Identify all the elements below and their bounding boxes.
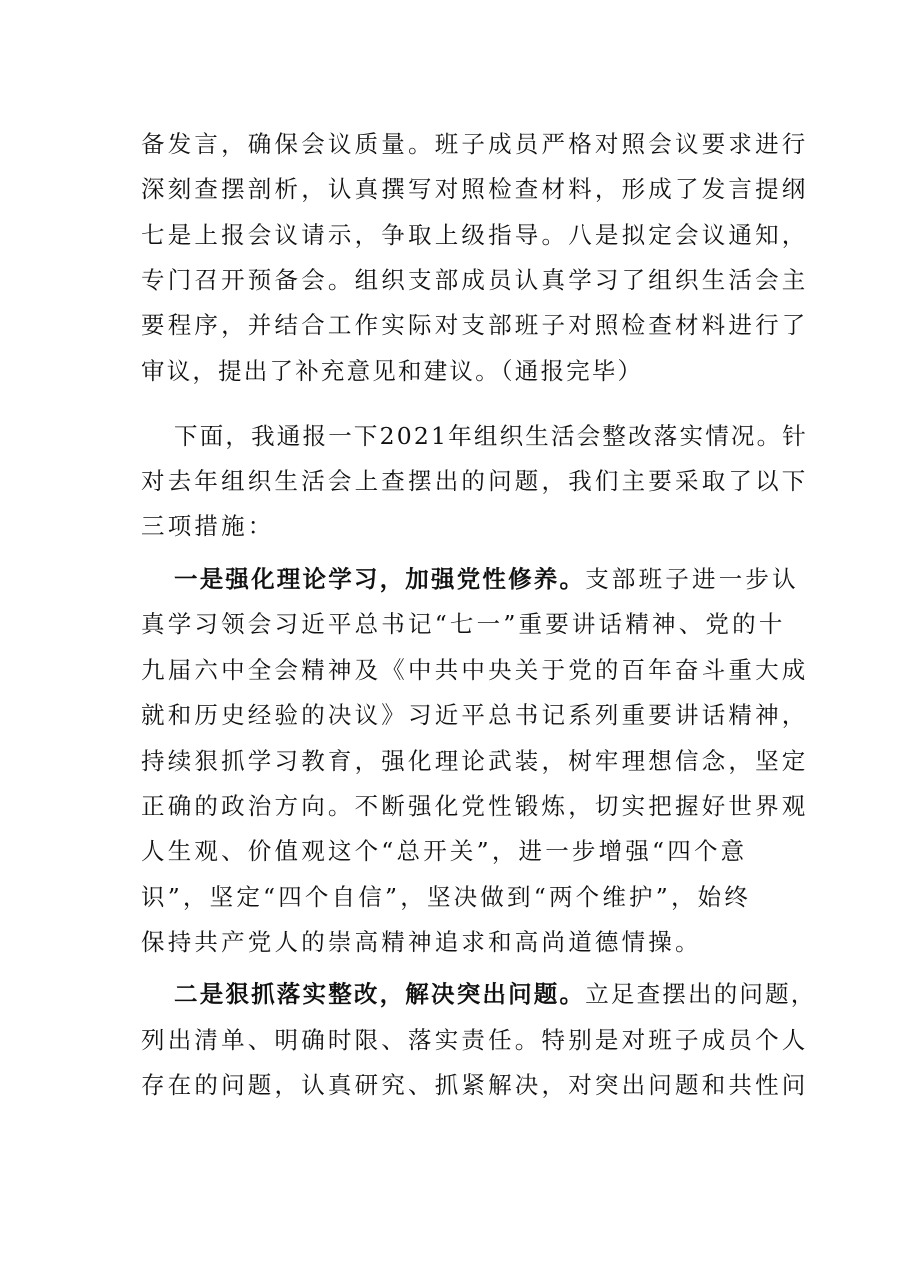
paragraph-line: 存在的问题，认真研究、抓紧解决，对突出问题和共性问 [141, 1071, 809, 1099]
paragraph-line: 三项措施： [141, 512, 275, 540]
paragraph-line: 备发言，确保会议质量。班子成员严格对照会议要求进行 [141, 130, 809, 158]
paragraph-line: 识”，坚定“四个自信”，坚决做到“两个维护”，始终 [141, 883, 752, 911]
paragraph-first-line [174, 564, 799, 594]
paragraph-line: 审议，提出了补充意见和建议。（通报完毕） [141, 357, 644, 385]
paragraph-line: 正确的政治方向。不断强化党性锻炼，切实把握好世界观 [141, 792, 809, 820]
paragraph-heading: 一是强化理论学习，加强党性修养。 [174, 565, 586, 593]
paragraph-line: 九届六中全会精神及《中共中央关于党的百年奋斗重大成 [141, 656, 809, 684]
paragraph-line: 下面，我通报一下2021年组织生活会整改落实情况。针 [174, 422, 809, 450]
paragraph-line: 列出清单、明确时限、落实责任。特别是对班子成员个人 [141, 1026, 809, 1054]
paragraph-text: 立足查摆出的问题， [585, 980, 817, 1008]
paragraph-first-line [174, 979, 817, 1009]
paragraph-text: 支部班子进一步认 [585, 565, 799, 593]
paragraph-line: 就和历史经验的决议》习近平总书记系列重要讲话精神， [141, 701, 809, 729]
paragraph-line: 人生观、价值观这个“总开关”，进一步增强“四个意 [141, 837, 748, 865]
paragraph-line: 对去年组织生活会上查摆出的问题，我们主要采取了以下 [141, 467, 809, 495]
paragraph-line: 专门召开预备会。组织支部成员认真学习了组织生活会主 [141, 266, 809, 294]
paragraph-line: 持续狠抓学习教育，强化理论武装，树牢理想信念，坚定 [141, 747, 809, 775]
paragraph-line: 真学习领会习近平总书记“七一”重要讲话精神、党的十 [141, 610, 786, 638]
paragraph-line: 保持共产党人的崇高精神追求和高尚道德情操。 [141, 928, 702, 956]
paragraph-line: 深刻查摆剖析，认真撰写对照检查材料，形成了发言提纲 [141, 175, 809, 203]
paragraph-line: 七是上报会议请示，争取上级指导。八是拟定会议通知， [141, 221, 809, 249]
paragraph-line: 要程序，并结合工作实际对支部班子对照检查材料进行了 [141, 311, 809, 339]
paragraph-heading: 二是狠抓落实整改，解决突出问题。 [174, 980, 586, 1008]
